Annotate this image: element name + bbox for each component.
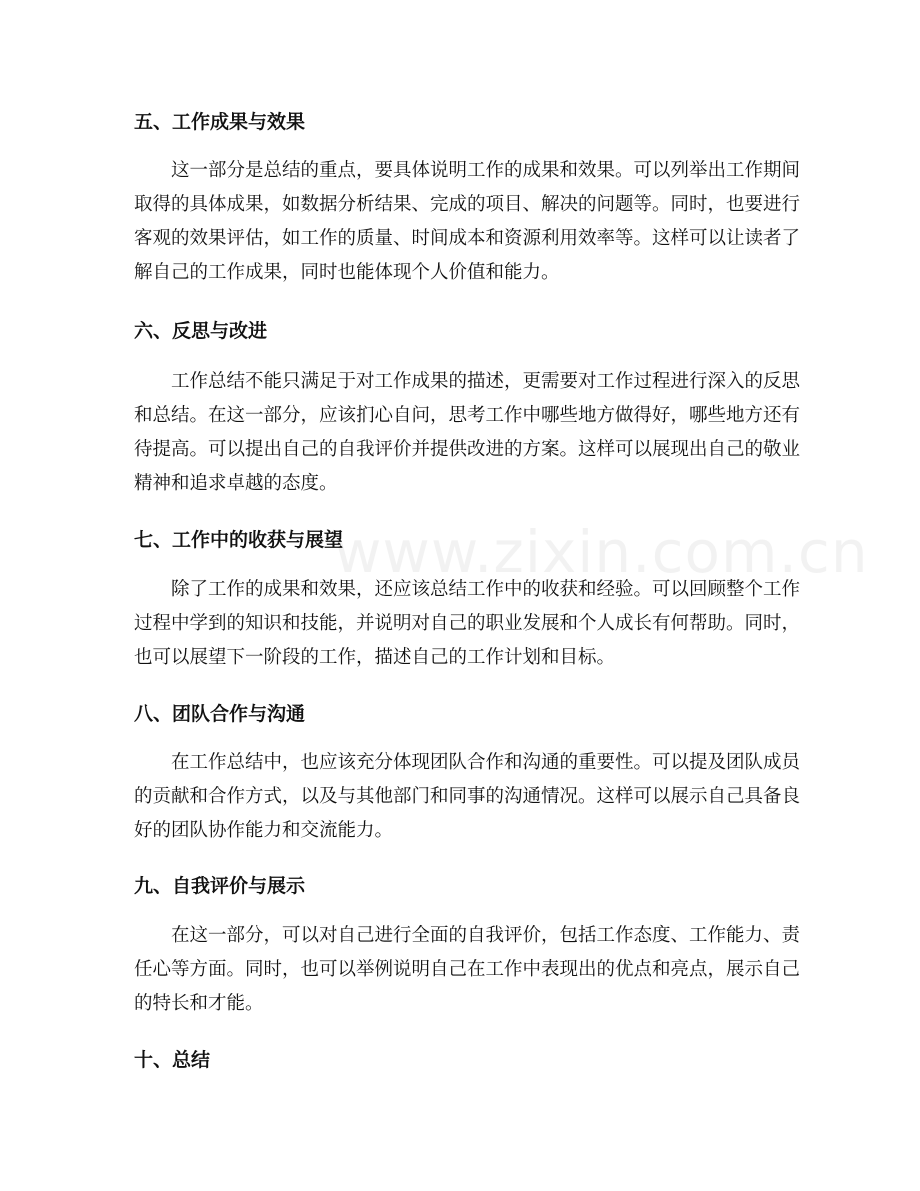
paragraph-line: 精神和追求卓越的态度。 <box>134 473 338 494</box>
paragraph-line: 待提高。可以提出自己的自我评价并提供改进的方案。这样可以展现出自己的敬业 <box>134 439 801 460</box>
section-heading-6: 六、反思与改进 <box>134 320 268 342</box>
paragraph-line: 好的团队协作能力和交流能力。 <box>134 820 394 841</box>
paragraph-line: 的贡献和合作方式，以及与其他部门和同事的沟通情况。这样可以展示自己具备良 <box>134 786 801 807</box>
paragraph-line: 工作总结不能只满足于对工作成果的描述，更需要对工作过程进行深入的反思 <box>171 371 801 392</box>
section-paragraph-9 <box>134 919 801 1021</box>
section-paragraph-5 <box>134 154 801 290</box>
watermark: www.zixin.com.cn <box>334 518 869 586</box>
paragraph-line: 除了工作的成果和效果，还应该总结工作中的收获和经验。可以回顾整个工作 <box>171 579 801 600</box>
section-heading-8: 八、团队合作与沟通 <box>134 703 306 725</box>
section-heading-9: 九、自我评价与展示 <box>134 875 306 897</box>
paragraph-line: 这一部分是总结的重点，要具体说明工作的成果和效果。可以列举出工作期间 <box>171 160 801 181</box>
paragraph-line: 取得的具体成果，如数据分析结果、完成的项目、解决的问题等。同时，也要进行 <box>134 194 801 215</box>
paragraph-line: 解自己的工作成果，同时也能体现个人价值和能力。 <box>134 262 560 283</box>
section-heading-5: 五、工作成果与效果 <box>134 111 306 133</box>
section-heading-7: 七、工作中的收获与展望 <box>134 529 344 551</box>
paragraph-line: 在这一部分，可以对自己进行全面的自我评价，包括工作态度、工作能力、责 <box>171 925 801 946</box>
section-heading-10: 十、总结 <box>134 1049 211 1071</box>
section-paragraph-7 <box>134 573 801 675</box>
paragraph-line: 在工作总结中，也应该充分体现团队合作和沟通的重要性。可以提及团队成员 <box>171 752 801 773</box>
section-paragraph-6 <box>134 365 801 501</box>
paragraph-line: 过程中学到的知识和技能，并说明对自己的职业发展和个人成长有何帮助。同时， <box>134 613 801 634</box>
paragraph-line: 任心等方面。同时，也可以举例说明自己在工作中表现出的优点和亮点，展示自己 <box>134 959 801 980</box>
paragraph-line: 也可以展望下一阶段的工作，描述自己的工作计划和目标。 <box>134 647 616 668</box>
paragraph-line: 的特长和才能。 <box>134 993 264 1014</box>
section-paragraph-8 <box>134 746 801 848</box>
paragraph-line: 客观的效果评估，如工作的质量、时间成本和资源利用效率等。这样可以让读者了 <box>134 228 801 249</box>
paragraph-line: 和总结。在这一部分，应该扪心自问，思考工作中哪些地方做得好，哪些地方还有 <box>134 405 801 426</box>
